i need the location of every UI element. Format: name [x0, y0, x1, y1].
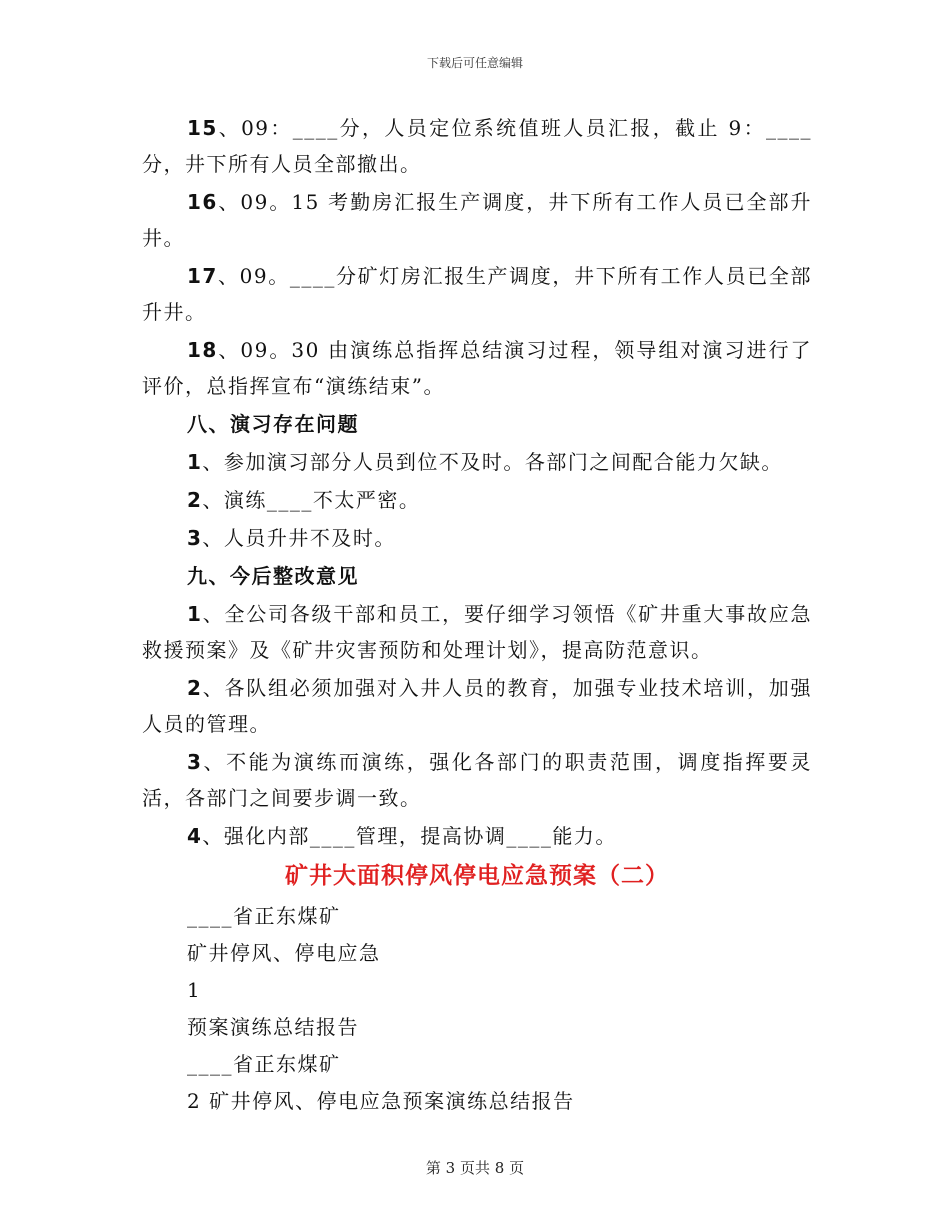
paragraph-text: 、09。15 考勤房汇报生产调度，井下所有工作人员已全部升井。 [142, 190, 812, 250]
text-line: 预案演练总结报告 [187, 1015, 359, 1039]
paragraph-text: 、09：____分，人员定位系统值班人员汇报，截止 9：____分，井下所有人员全部撤出。 [142, 116, 812, 176]
page-header: 下载后可任意编辑 [426, 56, 523, 70]
item-text: 、人员升井不及时。 [202, 526, 396, 550]
section-heading-improvements: 九、今后整改意见 [187, 564, 359, 588]
improvement-item-2 [142, 670, 812, 742]
problem-item-2 [142, 482, 812, 518]
item-number: 17 [187, 264, 218, 288]
item-number: 1 [187, 450, 203, 474]
item-number: 16 [187, 190, 218, 214]
text-line: ____省正东煤矿 [187, 904, 341, 928]
paragraph-16 [142, 184, 812, 256]
item-text: 、全公司各级干部和员工，要仔细学习领悟《矿井重大事故应急救援预案》及《矿井灾害预防和处理计划》，提高防范意识。 [142, 602, 812, 662]
section-heading-problems: 八、演习存在问题 [187, 412, 359, 436]
item-number: 2 [187, 488, 203, 512]
item-text: 、演练____不太严密。 [202, 488, 421, 512]
page-footer: 第 3 页共 8 页 [425, 1159, 525, 1177]
item-number: 3 [187, 750, 203, 774]
text-line: 1 [187, 978, 202, 1002]
problem-item-3 [142, 520, 812, 556]
paragraph-17 [142, 258, 812, 330]
paragraph-15 [142, 110, 812, 182]
item-number: 3 [187, 526, 203, 550]
item-number: 2 [187, 676, 203, 700]
item-number: 18 [187, 338, 218, 362]
document-title: 矿井大面积停风停电应急预案（二） [285, 863, 669, 889]
problem-item-1 [142, 444, 812, 480]
item-number: 4 [187, 824, 203, 848]
item-number: 1 [187, 602, 203, 626]
text-line: 矿井停风、停电应急 [187, 941, 381, 965]
improvement-item-1 [142, 596, 812, 668]
improvement-item-3 [142, 744, 812, 816]
item-text: 、强化内部____管理，提高协调____能力。 [202, 824, 617, 848]
item-text: 、各队组必须加强对入井人员的教育，加强专业技术培训，加强人员的管理。 [142, 676, 812, 736]
item-number: 15 [187, 116, 218, 140]
paragraph-text: 、09。____分矿灯房汇报生产调度，井下所有工作人员已全部升井。 [142, 264, 812, 324]
paragraph-18 [142, 332, 812, 404]
paragraph-text: 、09。30 由演练总指挥总结演习过程，领导组对演习进行了评价，总指挥宣布“演练结束”。 [142, 338, 812, 398]
text-line: 2 矿井停风、停电应急预案演练总结报告 [187, 1089, 575, 1113]
text-line: ____省正东煤矿 [187, 1052, 341, 1076]
improvement-item-4 [142, 818, 812, 854]
item-text: 、不能为演练而演练，强化各部门的职责范围，调度指挥要灵活，各部门之间要步调一致。 [142, 750, 812, 810]
document-body [142, 110, 812, 1120]
item-text: 、参加演习部分人员到位不及时。各部门之间配合能力欠缺。 [202, 450, 783, 474]
